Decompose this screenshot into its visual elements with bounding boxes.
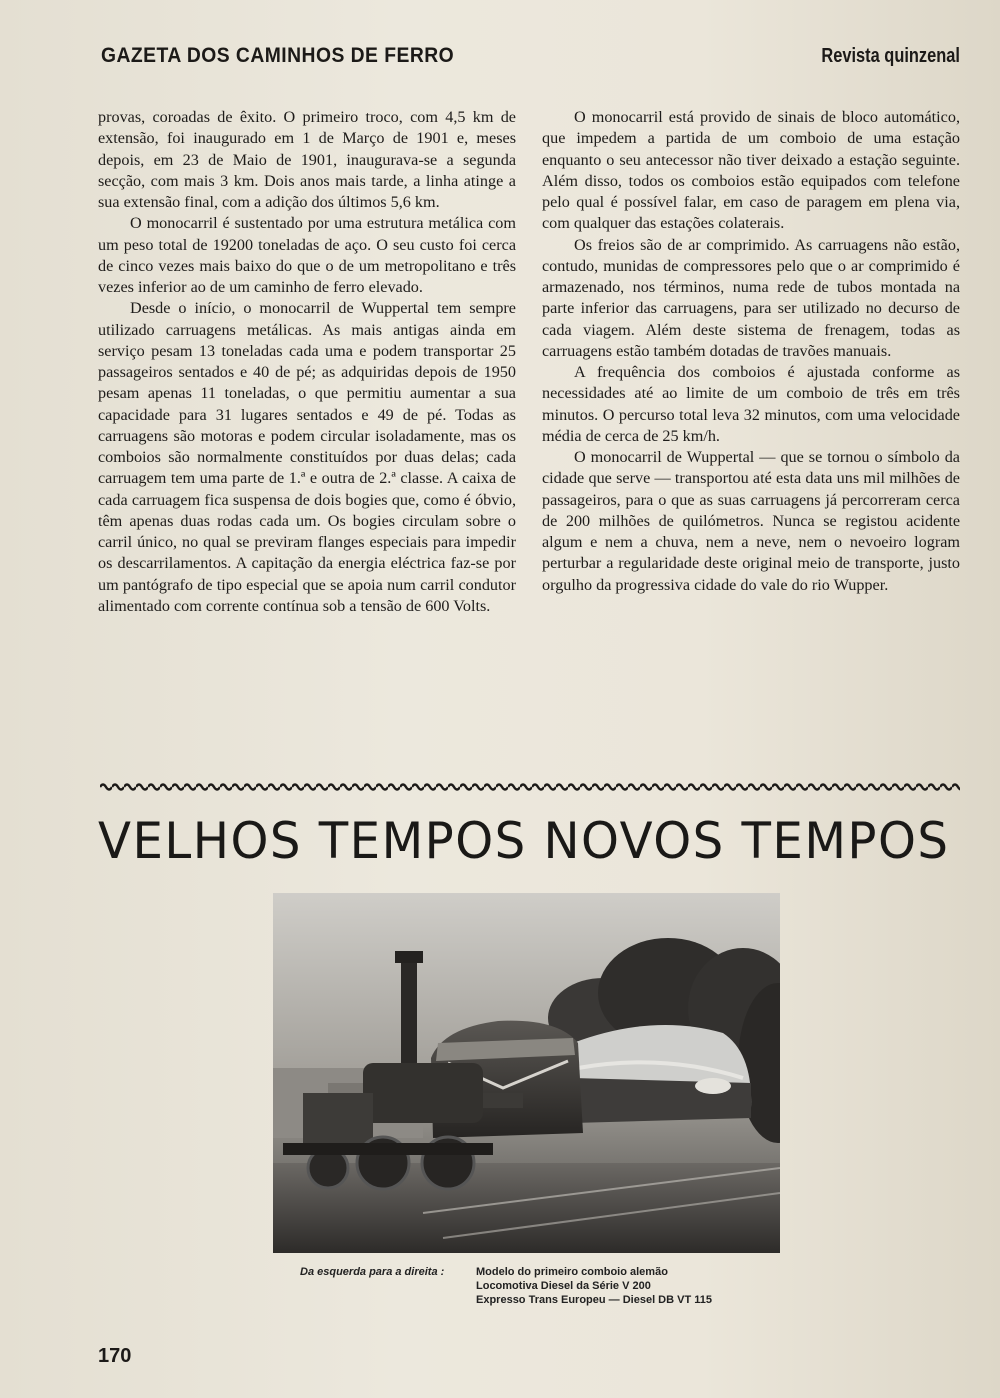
publication-title: GAZETA DOS CAMINHOS DE FERRO xyxy=(101,44,455,67)
paragraph: A frequência dos comboios é ajustada conforme as necessidades até ao limite de um comboio de três em três minutos. O percurso total leva 32 minutos, com uma velocidade média de cerca de 25 km/h. xyxy=(542,363,960,445)
decorative-wave-divider xyxy=(100,781,960,793)
paragraph: Desde o início, o monocarril de Wuppertal tem sempre utilizado carruagens metálicas. As mais antigas ainda em serviço pesam 13 toneladas cada uma e podem transportar 25 passageiros sentados e 40 de pé; as adquiridas depois de 1950 pesam apenas 11 toneladas, o que permitiu aumentar a sua capacidade para 31 lugares sentados e 49 de pé. Todas as carruagens são motoras e podem circular isoladamente, mas os comboios são normalmente constituídos por duas delas; cada carruagem tem uma parte de 1.ª e outra de 2.ª classe. A caixa de cada carruagem fica suspensa de dois bogies que, como é óbvio, têm apenas duas rodas cada um. Os bogies circulam sobre o carril único, no qual se previram flanges especiais para impedir os descarrilamentos. A capitação da energia eléctrica faz-se por um pantógrafo de tipo especial que se apoia num carril condutor alimentado com corrente contínua sob a tensão de 600 Volts. xyxy=(98,299,516,615)
section-title: VELHOS TEMPOS NOVOS TEMPOS xyxy=(98,812,950,870)
caption-line: Modelo do primeiro comboio alemão xyxy=(476,1266,668,1278)
photo-caption xyxy=(300,1265,712,1307)
paragraph: O monocarril de Wuppertal — que se tornou o símbolo da cidade que serve — transportou até esta data uns mil milhões de passageiros, para o que as suas carruagens já percorreram cerca de 200 milhões de quilómetros. Nunca se registou acidente algum e nem a chuva, nem a neve, nem o nevoeiro logram perturbar a regularidade deste original meio de transporte, justo orgulho da progressiva cidade do vale do rio Wupper. xyxy=(542,448,960,594)
right-text-column xyxy=(542,107,960,596)
caption-line: Expresso Trans Europeu — Diesel DB VT 115 xyxy=(476,1294,712,1306)
train-photograph xyxy=(273,893,780,1253)
caption-line: Locomotiva Diesel da Série V 200 xyxy=(476,1280,651,1292)
paragraph: O monocarril é sustentado por uma estrutura metálica com um peso total de 19200 toneladas de aço. O seu custo foi cerca de cinco vezes mais baixo do que o de um metropolitano e três vezes inferior ao de um caminho de ferro elevado. xyxy=(98,214,516,296)
paragraph: O monocarril está provido de sinais de bloco automático, que impedem a partida de um comboio de uma estação enquanto o seu antecessor não tiver deixado a estação seguinte. Além disso, todos os comboios estão equipados com telefone pelo qual é possível falar, em caso de paragem em plena via, com qualquer das estações colaterais. xyxy=(542,108,960,233)
publication-subtitle: Revista quinzenal xyxy=(821,45,960,67)
paragraph: Os freios são de ar comprimido. As carruagens não estão, contudo, munidas de compressores pelo que o ar comprimido é armazenado, nos términos, numa rede de tubos montada na parte inferior das carruagens, para ser utilizado no decurso de cada viagem. Além deste sistema de frenagem, todas as carruagens estão também dotadas de travões manuais. xyxy=(542,235,960,360)
caption-lead: Da esquerda para a direita : xyxy=(300,1266,445,1278)
paragraph: provas, coroadas de êxito. O primeiro troco, com 4,5 km de extensão, foi inaugurado em 1 de Março de 1901 e, meses depois, em 23 de Maio de 1901, inaugurava-se a segunda secção, com mais 3 km. Dois anos mais tarde, a linha atinge a sua extensão final, com a adição dos últimos 5,6 km. xyxy=(98,108,516,211)
left-text-column xyxy=(98,107,516,617)
page-number: 170 xyxy=(98,1345,132,1367)
